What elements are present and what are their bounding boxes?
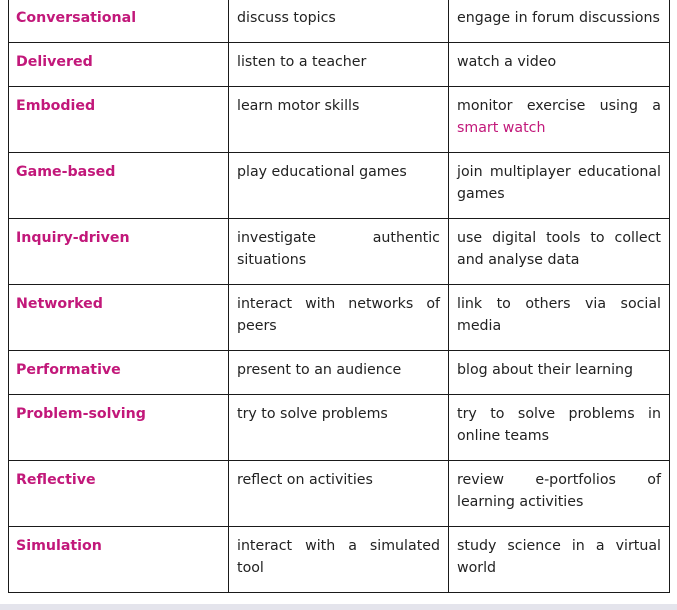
term-cell: Game-based <box>9 153 229 219</box>
example-cell: listen to a teacher <box>229 43 449 87</box>
term-cell: Problem-solving <box>9 395 229 461</box>
digital-cell: blog about their learning <box>449 351 670 395</box>
table-row <box>9 527 670 593</box>
digital-cell: join multiplayer educational games <box>449 153 670 219</box>
digital-text: monitor exercise using a <box>457 98 661 114</box>
table-row <box>9 285 670 351</box>
table-row <box>9 153 670 219</box>
table-row <box>9 461 670 527</box>
term-cell: Conversational <box>9 0 229 43</box>
digital-cell: review e-portfolios of learning activities <box>449 461 670 527</box>
bottom-scroll-bar <box>0 604 677 610</box>
term-cell: Inquiry-driven <box>9 219 229 285</box>
example-cell: reflect on activities <box>229 461 449 527</box>
table-row <box>9 87 670 153</box>
example-cell: play educational games <box>229 153 449 219</box>
example-cell: learn motor skills <box>229 87 449 153</box>
digital-cell: engage in forum discussions <box>449 0 670 43</box>
term-cell: Embodied <box>9 87 229 153</box>
digital-cell: watch a video <box>449 43 670 87</box>
example-cell: investigate authentic situations <box>229 219 449 285</box>
example-cell: discuss topics <box>229 0 449 43</box>
table-row <box>9 43 670 87</box>
term-cell: Simulation <box>9 527 229 593</box>
table-row <box>9 395 670 461</box>
smart-watch-link[interactable]: smart watch <box>457 120 546 136</box>
digital-cell <box>449 87 670 153</box>
pedagogy-table <box>8 0 670 593</box>
example-cell: try to solve problems <box>229 395 449 461</box>
term-cell: Reflective <box>9 461 229 527</box>
term-cell: Networked <box>9 285 229 351</box>
table-row <box>9 0 670 43</box>
digital-cell: try to solve problems in online teams <box>449 395 670 461</box>
table-row <box>9 219 670 285</box>
table-row <box>9 351 670 395</box>
digital-cell: use digital tools to collect and analyse data <box>449 219 670 285</box>
example-cell: present to an audience <box>229 351 449 395</box>
term-cell: Performative <box>9 351 229 395</box>
term-cell: Delivered <box>9 43 229 87</box>
digital-cell: link to others via social media <box>449 285 670 351</box>
example-cell: interact with a simulated tool <box>229 527 449 593</box>
digital-cell: study science in a virtual world <box>449 527 670 593</box>
example-cell: interact with networks of peers <box>229 285 449 351</box>
